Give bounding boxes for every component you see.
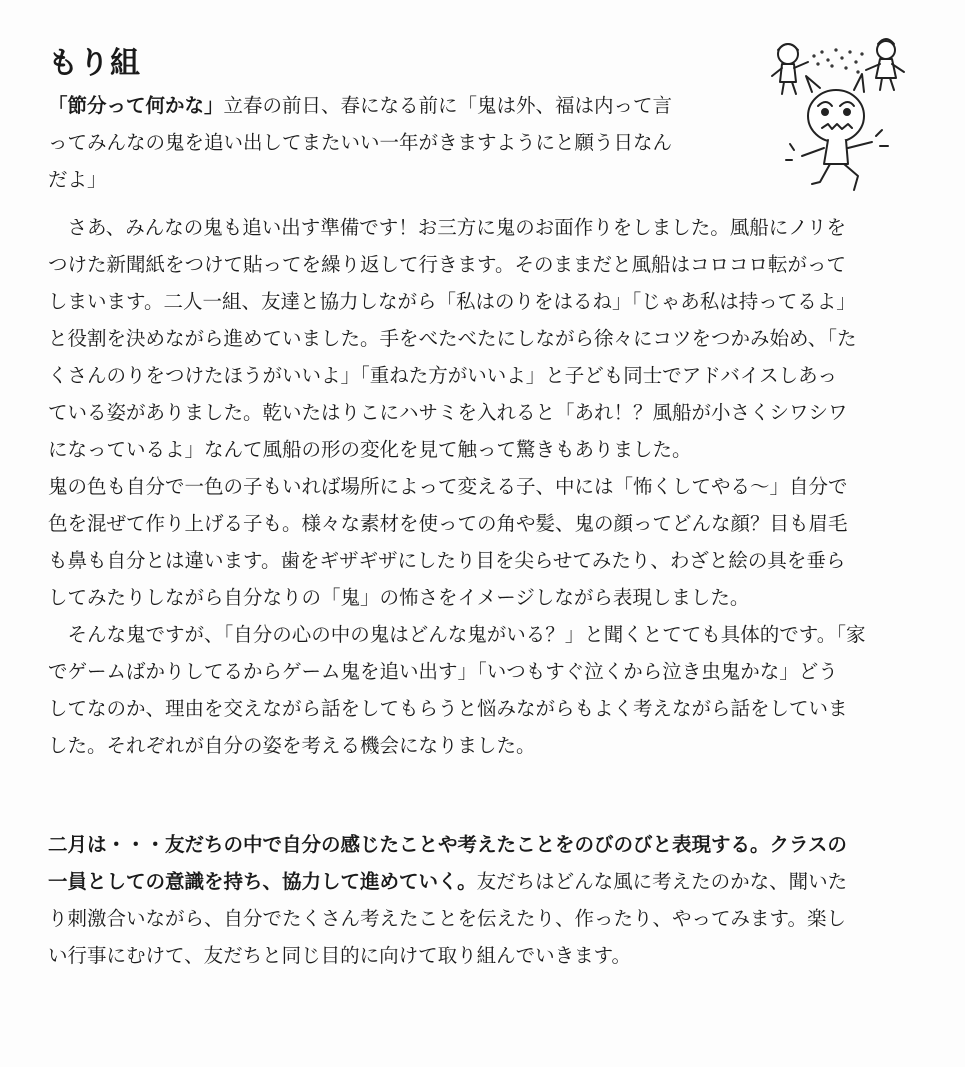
intro-line-3: だよ」 <box>48 168 107 191</box>
body-line: そんな鬼ですが、「自分の心の中の鬼はどんな鬼がいる？」と聞くとてても具体的です。「家 <box>48 623 866 646</box>
body-line: してみたりしながら自分なりの「鬼」の怖さをイメージしながら表現しました。 <box>48 586 750 609</box>
body-line: つけた新聞紙をつけて貼ってを繰り返して行きます。そのままだと風船はコロコロ転がって <box>48 253 846 276</box>
body-line: 色を混ぜて作り上げる子も。様々な素材を使っての角や髪、鬼の顔ってどんな顔？目も眉毛 <box>48 512 848 535</box>
body-line: くさんのりをつけたほうがいいよ」「重ねた方がいいよ」と子ども同士でアドバイスしあっ <box>48 364 837 387</box>
class-title: もり組 <box>48 46 141 81</box>
body-line: ている姿がありました。乾いたはりこにハサミを入れると「あれ！？風船が小さくシワシワ <box>48 401 848 424</box>
february-line-2 <box>48 869 847 895</box>
body-line: した。それぞれが自分の姿を考える機会になりました。 <box>48 734 536 757</box>
february-goal-bold-2: 一員としての意識を持ち、協力して進めていく。 <box>48 870 477 893</box>
intro-line-2: ってみんなの鬼を追い出してまたいい一年がきますようにと願う日なん <box>48 131 673 154</box>
february-line-2-rest: 友だちはどんな風に考えたのかな、聞いた <box>476 870 848 893</box>
february-line-1 <box>48 832 847 858</box>
body-line: も鼻も自分とは違います。歯をギザギザにしたり目を尖らせてみたり、わざと絵の具を垂ら <box>48 549 846 572</box>
body-line: 鬼の色も自分で一色の子もいれば場所によって変える子、中には「怖くしてやる～」自分で <box>48 475 848 498</box>
body-line: になっているよ」なんて風船の形の変化を見て触って驚きもありました。 <box>48 438 692 461</box>
intro-line-1 <box>48 93 672 119</box>
intro-line-1-rest: 立春の前日、春になる前に「鬼は外、福は内って言 <box>223 94 673 117</box>
body-line: でゲームばかりしてるからゲーム鬼を追い出す」「いつもすぐ泣くから泣き虫鬼かな」どう <box>48 660 838 683</box>
body-line: しまいます。二人一組、友達と協力しながら「私はのりをはるね」「じゃあ私は持ってるよ」 <box>48 290 856 313</box>
february-goal-bold: 二月は・・・友だちの中で自分の感じたことや考えたことをのびのびと表現する。クラスの <box>48 833 847 856</box>
body-line: さあ、みんなの鬼も追い出す準備です！お三方に鬼のお面作りをしました。風船にノリを <box>48 216 846 239</box>
intro-heading: 「節分って何かな」 <box>48 94 224 117</box>
body-line: と役割を決めながら進めていました。手をべたべたにしながら徐々にコツをつかみ始め、「た <box>48 327 857 350</box>
body-line: してなのか、理由を交えながら話をしてもらうと悩みながらもよく考えながら話をしていま <box>48 697 848 720</box>
february-line-4: い行事にむけて、友だちと同じ目的に向けて取り組んでいきます。 <box>48 944 632 967</box>
february-line-3: り刺激合いながら、自分でたくさん考えたことを伝えたり、作ったり、やってみます。楽し <box>48 907 846 930</box>
setsubun-oni-illustration-icon <box>762 32 912 197</box>
